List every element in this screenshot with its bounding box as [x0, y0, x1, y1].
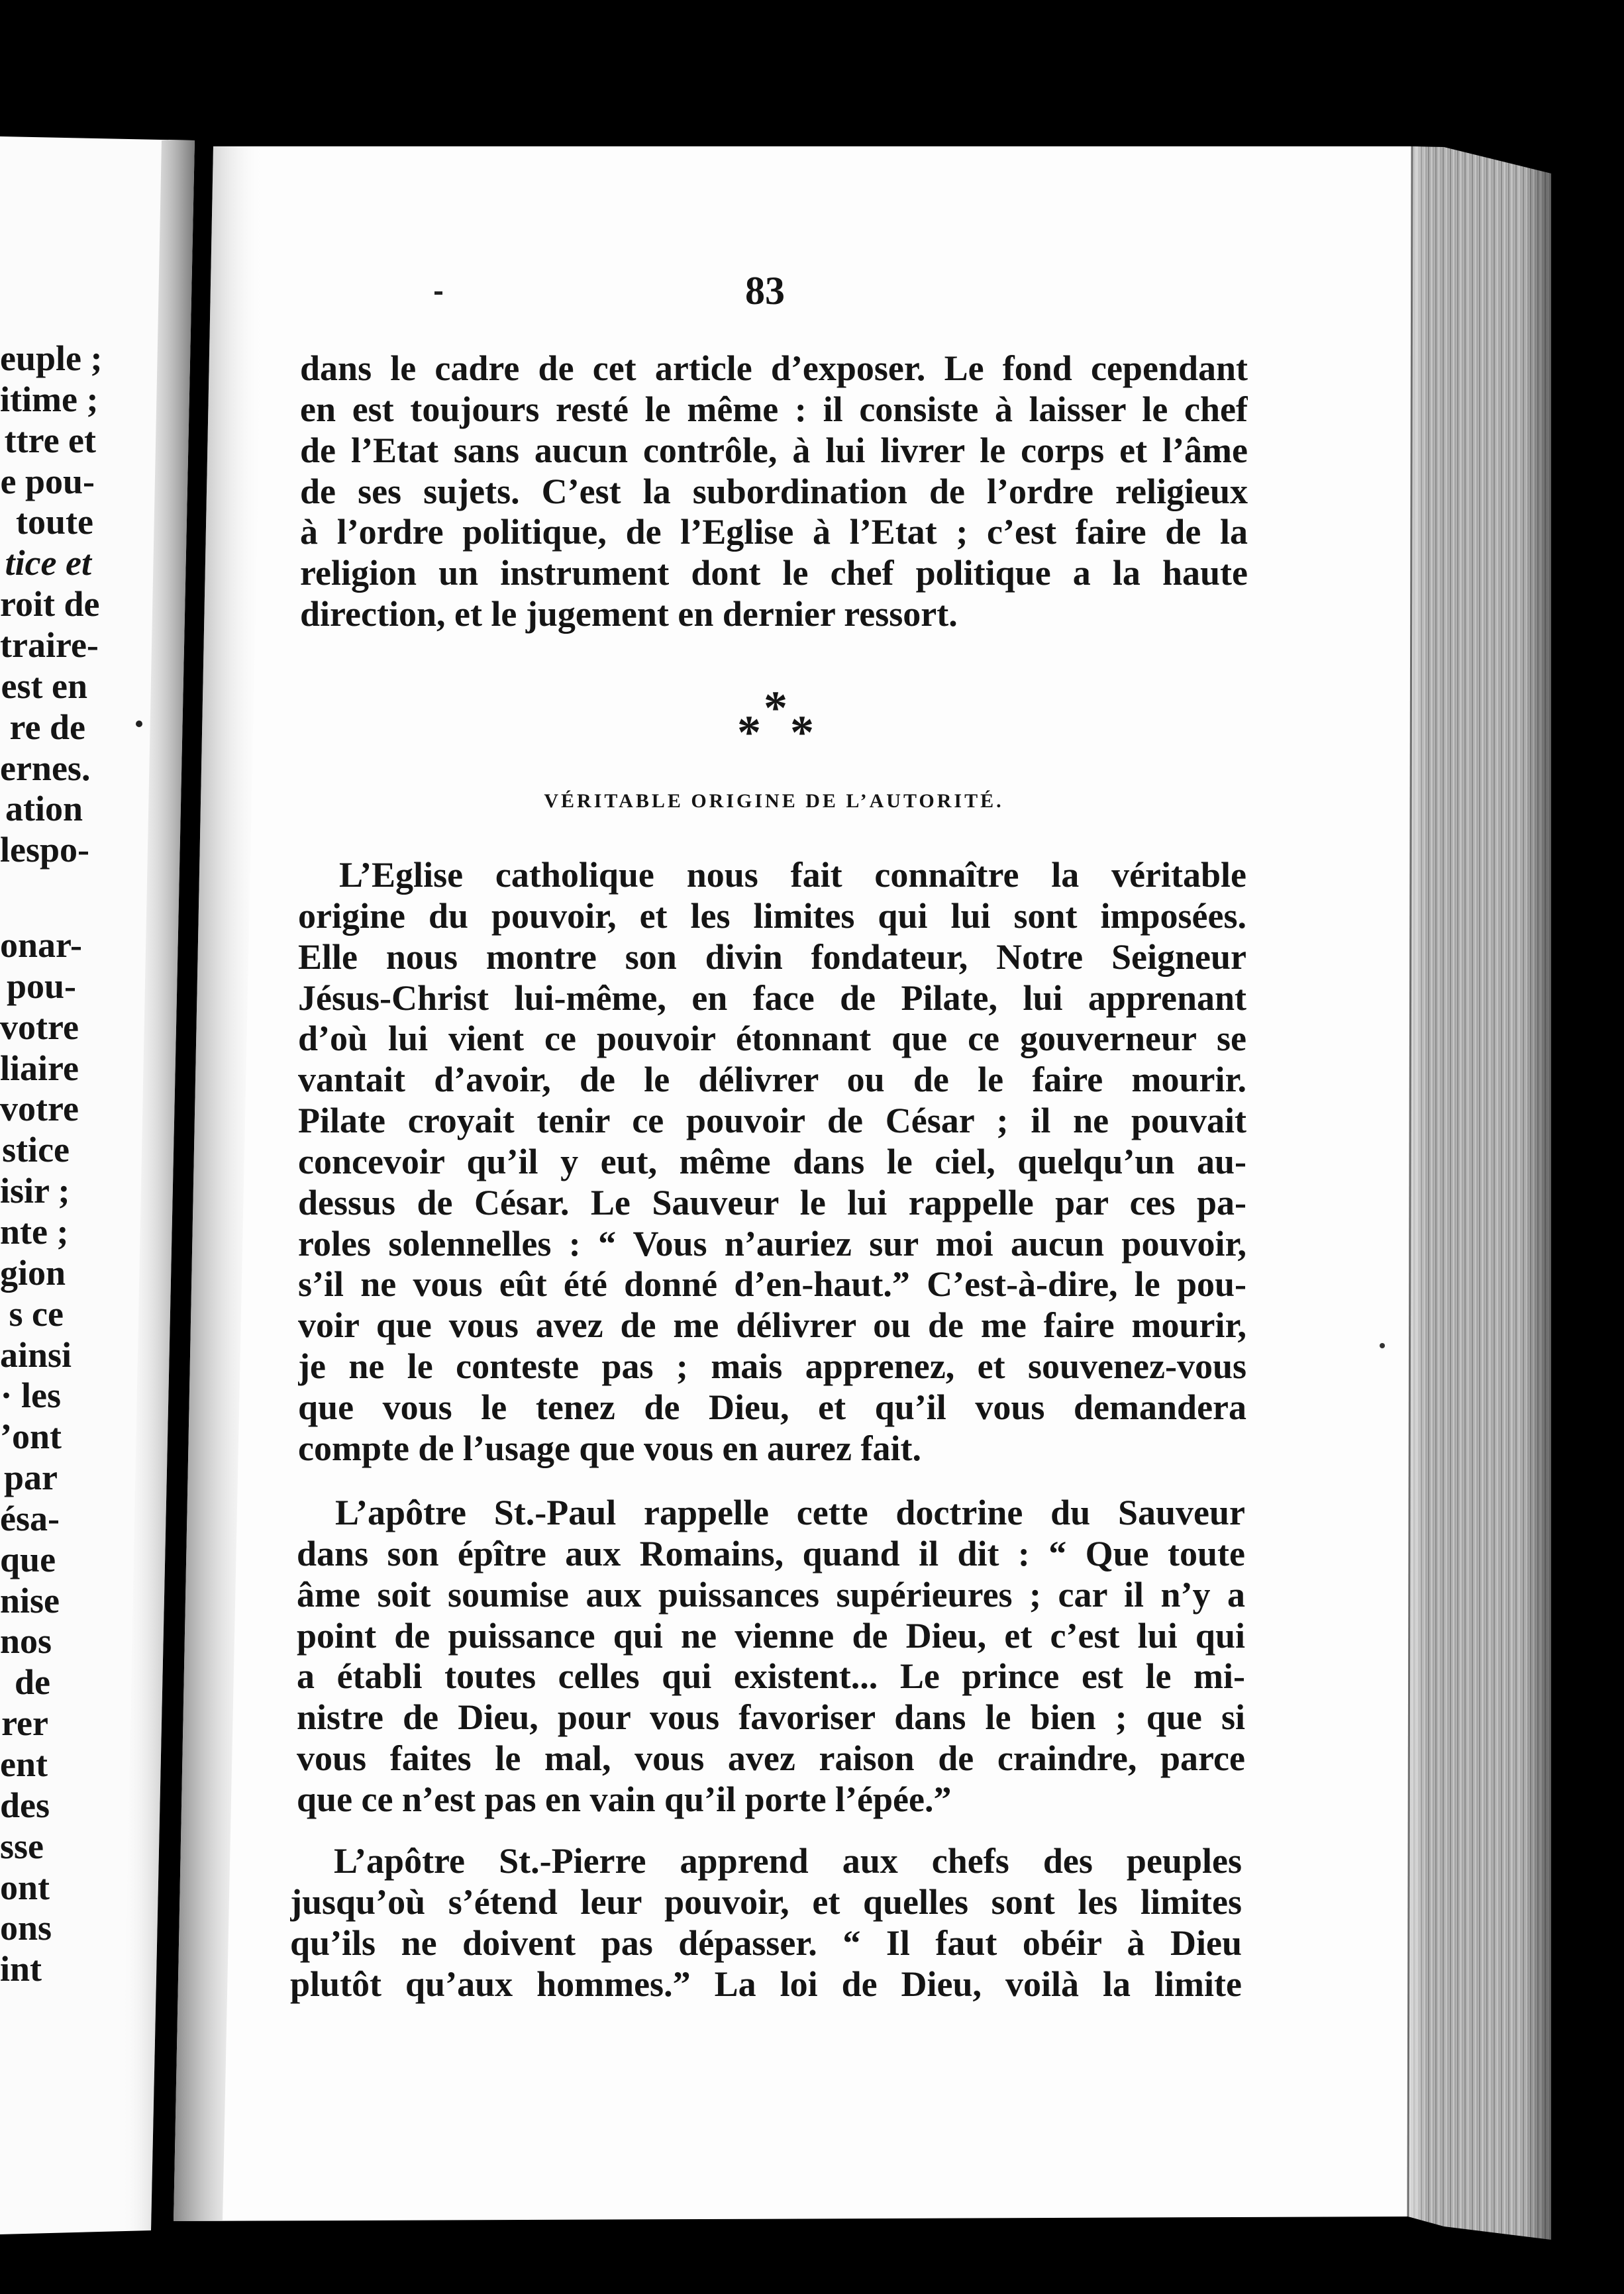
left-page-text-line: nte ; [0, 1212, 69, 1252]
left-page-text-line: tice et [5, 543, 91, 583]
left-page-text-line: ernes. [0, 748, 91, 788]
paragraph [297, 1493, 1245, 1820]
text-line: dans son épître aux Romains, quand il dit : “ Que toute [297, 1533, 1245, 1573]
left-page-text-line: gion [0, 1253, 66, 1293]
text-line: d’où lui vient ce pouvoir étonnant que ce gouverneur se [298, 1019, 1246, 1059]
page-edge-spine-shade [1408, 146, 1551, 2240]
text-line: Jésus-Christ lui-même, en face de Pilate, lui apprenant [298, 977, 1246, 1018]
text-line: origine du pouvoir, et les limites qui lui sont imposées. [298, 895, 1246, 936]
page-number: 83 [745, 269, 785, 313]
left-page-text-line: ation [5, 789, 83, 828]
left-page-text-line: traire- [0, 625, 99, 665]
asterism-star: * [764, 681, 787, 734]
text-line: L’apôtre St.-Pierre apprend aux chefs des peuples [334, 1841, 1242, 1881]
left-page-text-line: euple ; [0, 338, 103, 378]
left-page-text-line: ésa- [0, 1499, 60, 1538]
left-page-text-line: ainsi [0, 1335, 72, 1375]
left-page-text-line: rer [1, 1703, 48, 1743]
paragraph [290, 1841, 1242, 2005]
stray-dot [1380, 1343, 1385, 1348]
left-page-text-line: ’ont [0, 1417, 62, 1456]
left-page-text-line: de [15, 1662, 50, 1702]
text-line: direction, et le jugement en dernier ressort. [300, 594, 958, 634]
left-page-text-line: votre [0, 1007, 79, 1047]
text-line: dessus de César. Le Sauveur le lui rappelle par ces pa- [298, 1182, 1246, 1222]
left-page-text-line: lespo- [0, 830, 89, 870]
text-line: Elle nous montre son divin fondateur, Notre Seigneur [298, 936, 1246, 977]
text-line: à l’ordre politique, de l’Eglise à l’Etat ; c’est faire de la [300, 512, 1248, 552]
left-page-text-line: itime ; [0, 379, 99, 419]
facing-page-text [0, 0, 199, 2294]
left-page-text-line: des [0, 1785, 50, 1825]
left-page-text-line: int [0, 1949, 42, 1989]
text-line: dans le cadre de cet article d’exposer. Le fond cependant [300, 348, 1248, 388]
text-line: âme soit soumise aux puissances supérieures ; car il n’y a [297, 1574, 1245, 1615]
text-line: vous faites le mal, vous avez raison de craindre, parce [297, 1738, 1245, 1779]
paragraph [298, 855, 1246, 1470]
text-line: que vous le tenez de Dieu, et qu’il vous demandera [298, 1387, 1246, 1427]
left-page-text-line: sse [0, 1826, 44, 1866]
text-line: compte de l’usage que vous en aurez fait. [298, 1428, 921, 1468]
left-page-text-line: s ce [9, 1294, 64, 1334]
text-line: vantait d’avoir, de le délivrer ou de le faire mourir. [298, 1060, 1246, 1100]
left-page-text-line: e pou- [0, 462, 95, 501]
left-page-text-line: isir ; [0, 1171, 70, 1211]
left-page-text-line: · les [0, 1375, 61, 1415]
text-line: Pilate croyait tenir ce pouvoir de César ; il ne pouvait [298, 1101, 1246, 1141]
text-line: qu’ils ne doivent pas dépasser. “ Il faut obéir à Dieu [290, 1922, 1242, 1963]
text-line: s’il ne vous eût été donné d’en-haut.” C’est-à-dire, le pou- [298, 1264, 1246, 1305]
left-page-text-line: nos [0, 1621, 52, 1661]
left-page-text-line: votre [0, 1089, 79, 1128]
stray-mark [434, 291, 442, 295]
left-page-text-line: liaire [0, 1048, 79, 1088]
text-line: de l’Etat sans aucun contrôle, à lui livrer le corps et l’âme [300, 430, 1248, 470]
left-page-text-line: pou- [6, 966, 76, 1006]
text-line: en est toujours resté le même : il consiste à laisser le chef [300, 389, 1248, 429]
text-line: je ne le conteste pas ; mais apprenez, et souvenez-vous [298, 1346, 1246, 1387]
left-page-text-line: toute [16, 502, 93, 542]
text-line: L’Eglise catholique nous fait connaître la véritable [339, 855, 1246, 895]
text-line: voir que vous avez de me délivrer ou de me faire mourir, [298, 1305, 1246, 1346]
text-line: L’apôtre St.-Paul rappelle cette doctrine du Sauveur [335, 1493, 1245, 1532]
left-page-text-line: ttre et [4, 421, 96, 460]
left-page-text-line: que [0, 1540, 56, 1579]
asterism-star: * [737, 706, 761, 759]
text-line: nistre de Dieu, pour vous favoriser dans le bien ; que si [297, 1697, 1245, 1738]
left-page-text-line: re de [9, 707, 85, 747]
text-line: de ses sujets. C’est la subordination de l’ordre religieux [300, 471, 1248, 511]
text-line: point de puissance qui ne vienne de Dieu, et c’est lui qui [297, 1615, 1245, 1656]
left-page-text-line: stice [2, 1130, 70, 1170]
left-page-text-line: onar- [0, 925, 82, 965]
left-page-text-line: ons [0, 1908, 52, 1948]
left-page-text-line: roit de [0, 584, 100, 624]
paragraph [300, 348, 1248, 635]
left-page-text-line: est en [1, 666, 87, 706]
asterism-star: * [790, 706, 814, 759]
left-page-text-line: ont [0, 1868, 50, 1907]
text-line: que ce n’est pas en vain qu’il porte l’épée.” [297, 1779, 952, 1819]
left-page-text-line: par [4, 1458, 58, 1497]
text-line: concevoir qu’il y eut, même dans le ciel, quelqu’un au- [298, 1141, 1246, 1181]
text-line: a établi toutes celles qui existent... Le prince est le mi- [297, 1656, 1245, 1697]
text-line: religion un instrument dont le chef politique a la haute [300, 553, 1248, 593]
text-line: roles solennelles : “ Vous n’auriez sur moi aucun pouvoir, [298, 1223, 1246, 1264]
text-line: plutôt qu’aux hommes.” La loi de Dieu, voilà la limite [290, 1964, 1242, 2004]
text-line: jusqu’où s’étend leur pouvoir, et quelles sont les limites [290, 1881, 1242, 1922]
left-page-text-line: nise [0, 1581, 60, 1621]
left-page-text-line: ent [0, 1744, 48, 1784]
section-heading: VÉRITABLE ORIGINE DE L’AUTORITÉ. [544, 790, 1004, 812]
